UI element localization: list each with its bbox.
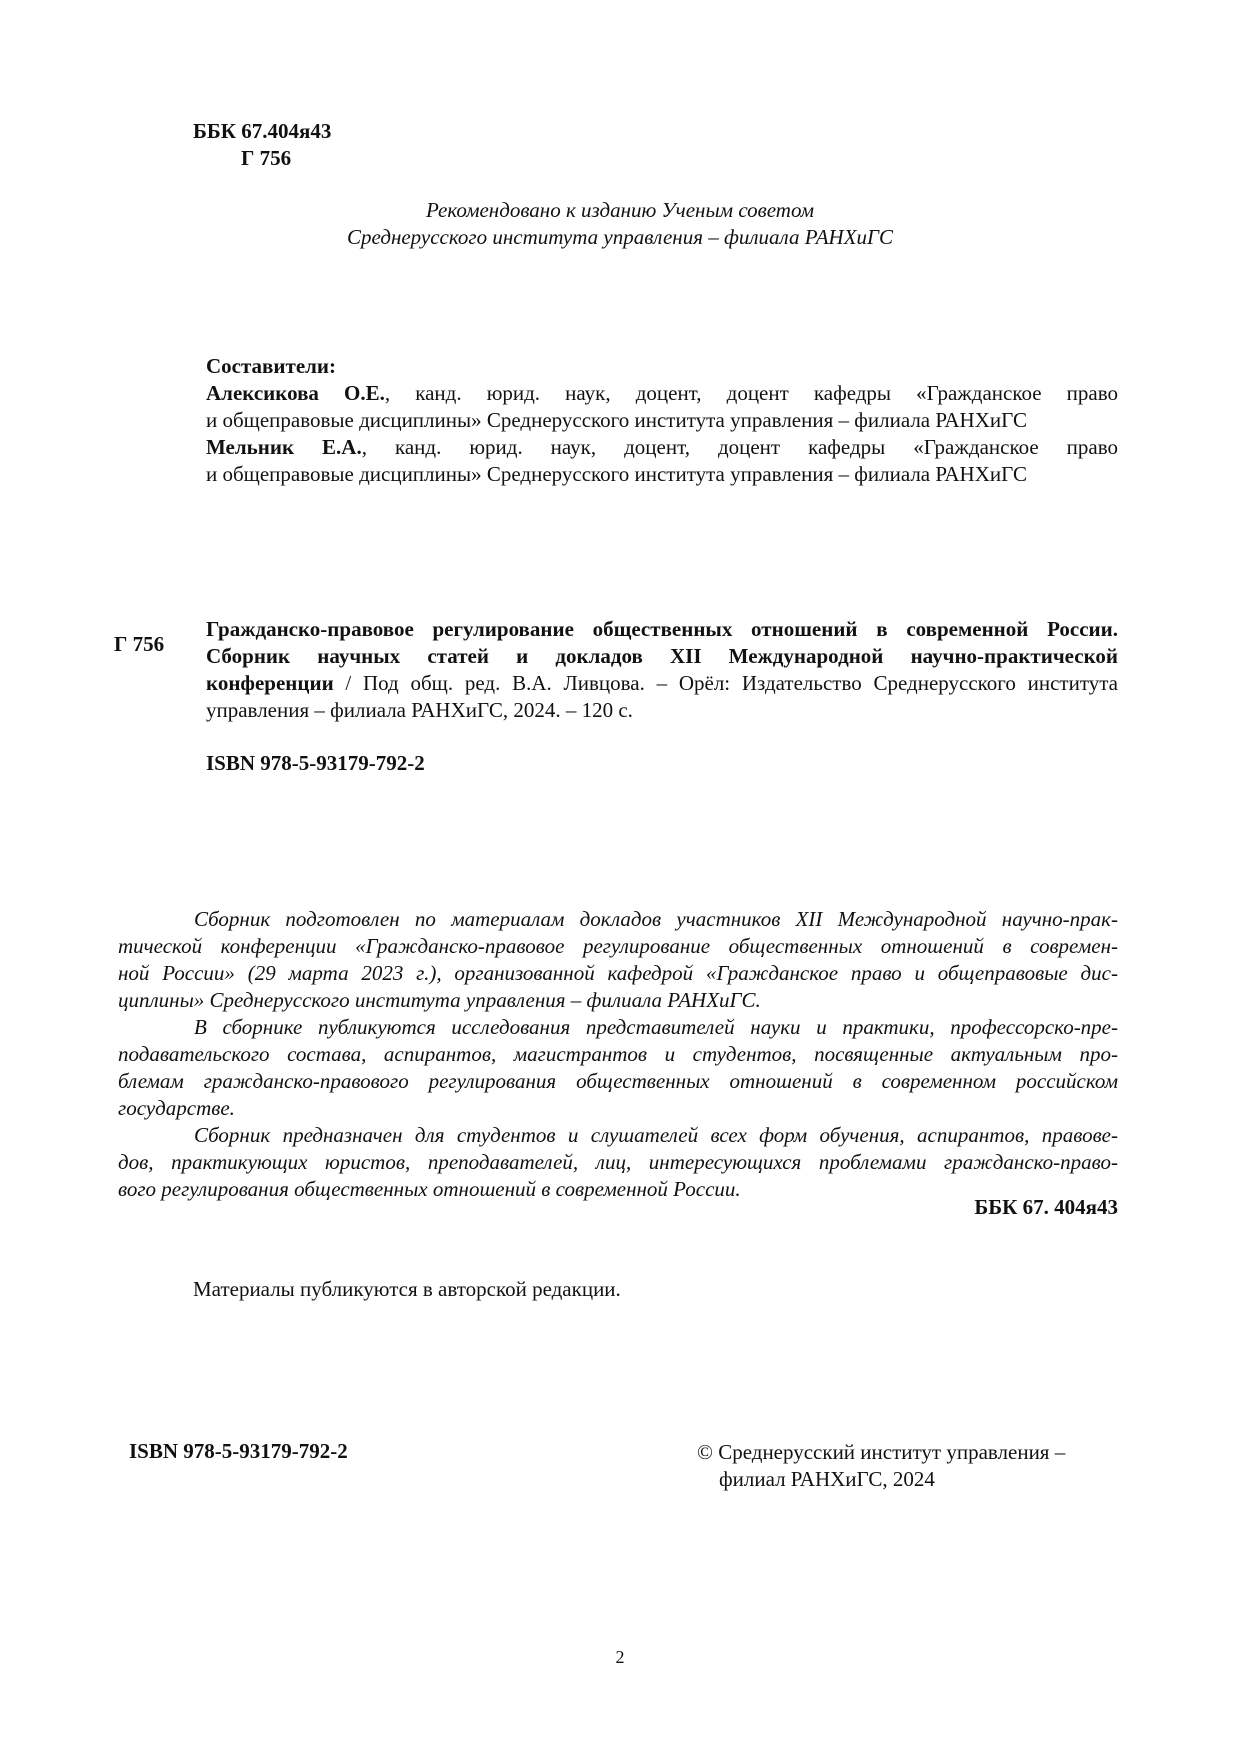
annotation-line: государстве.: [118, 1096, 235, 1120]
compiler-affiliation: и общеправовые дисциплины» Среднерусского института управления – филиала РАНХиГС: [206, 462, 1027, 486]
annotation-line: тической конференции «Гражданско-правовое регулирование общественных отношений в современ-: [118, 934, 1118, 958]
recommendation-line: Рекомендовано к изданию Ученым советом: [425, 198, 815, 222]
catalog-title-line: Гражданско-правовое регулирование общественных отношений в современной России.: [206, 617, 1118, 641]
catalog-entry: [206, 616, 1118, 724]
compilers-block: [206, 353, 1118, 488]
compiler-entry: [206, 380, 1118, 434]
author-mark: Г 756: [241, 146, 292, 170]
catalog-isbn: ISBN 978-5-93179-792-2: [206, 751, 425, 775]
annotation-line: вого регулирования общественных отношений в современной России.: [118, 1177, 741, 1201]
annotation-paragraph: [118, 906, 1118, 1014]
annotation-line: циплины» Среднерусского института управления – филиала РАНХиГС.: [118, 988, 761, 1012]
annotation-line: блемам гражданско-правового регулирования общественных отношений в современном российском: [118, 1069, 1118, 1093]
copyright-line: © Среднерусский институт управления –: [697, 1440, 1066, 1464]
recommendation-line: Среднерусского института управления – филиала РАНХиГС: [347, 225, 893, 249]
catalog-mark: Г 756: [114, 632, 165, 656]
footer-isbn: ISBN 978-5-93179-792-2: [129, 1439, 348, 1463]
copyright-line: филиал РАНХиГС, 2024: [719, 1467, 935, 1491]
copyright: [697, 1439, 1065, 1493]
page-number: 2: [615, 1647, 625, 1667]
compiler-name: Алексикова О.Е.: [206, 381, 385, 405]
annotation: [118, 906, 1118, 1203]
annotation-line: Сборник предназначен для студентов и слушателей всех форм обучения, аспирантов, правове-: [194, 1123, 1118, 1147]
catalog-title-line: Сборник научных статей и докладов XII Международной научно-практической: [206, 644, 1118, 668]
editorial-note: Материалы публикуются в авторской редакции.: [193, 1277, 621, 1301]
bbk-code: ББК 67.404я43: [193, 119, 332, 143]
annotation-paragraph: [118, 1122, 1118, 1203]
annotation-line: ной России» (29 марта 2023 г.), организованной кафедрой «Гражданское право и общеправовые дис-: [118, 961, 1118, 985]
catalog-imprint-line: управления – филиала РАНХиГС, 2024. – 120 с.: [206, 698, 633, 722]
annotation-bbk: ББК 67. 404я43: [974, 1195, 1118, 1219]
compilers-heading: Составители:: [206, 354, 337, 378]
annotation-paragraph: [118, 1014, 1118, 1122]
recommendation: [230, 197, 1010, 251]
compiler-name: Мельник Е.А.: [206, 435, 362, 459]
annotation-line: подавательского состава, аспирантов, магистрантов и студентов, посвященные актуальным про-: [118, 1042, 1118, 1066]
annotation-line: В сборнике публикуются исследования представителей науки и практики, профессорско-пре-: [194, 1015, 1118, 1039]
catalog-imprint: / Под общ. ред. В.А. Ливцова. – Орёл: Издательство Среднерусского института: [333, 671, 1118, 695]
compiler-affiliation: и общеправовые дисциплины» Среднерусского института управления – филиала РАНХиГС: [206, 408, 1027, 432]
compiler-entry: [206, 434, 1118, 488]
compiler-title: , канд. юрид. наук, доцент, доцент кафедры «Гражданское право: [384, 381, 1118, 405]
annotation-line: Сборник подготовлен по материалам докладов участников XII Международной научно-прак-: [194, 907, 1118, 931]
annotation-line: дов, практикующих юристов, преподавателей, лиц, интересующихся проблемами гражданско-право-: [118, 1150, 1118, 1174]
catalog-title-end: конференции: [206, 671, 334, 695]
compiler-title: , канд. юрид. наук, доцент, доцент кафедры «Гражданское право: [361, 435, 1118, 459]
